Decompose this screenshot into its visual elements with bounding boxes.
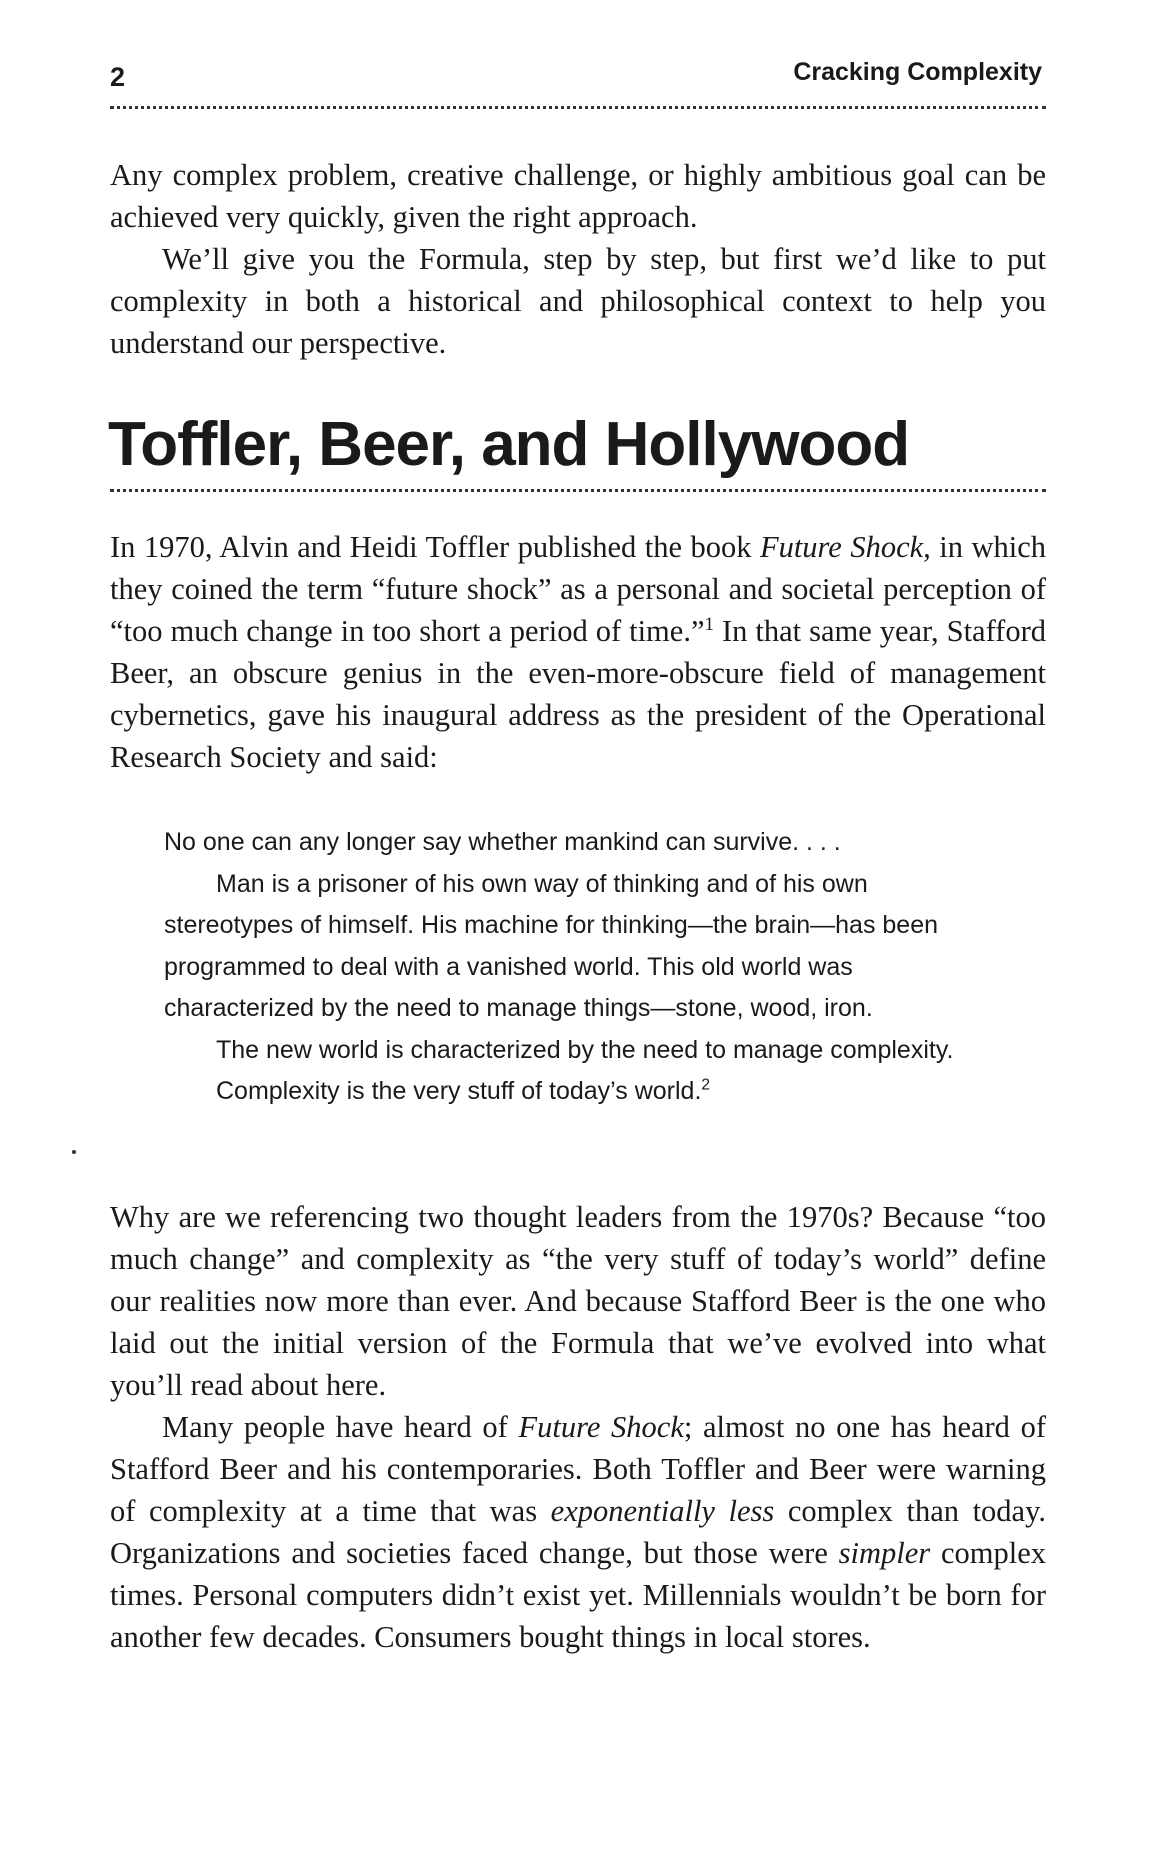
block-quote [164,822,1002,1113]
page-number: 2 [110,62,126,92]
quote-line: Man is a prisoner of his own way of thinking and of his own stereotypes of himself. His machine for thinking—the brain—has been programmed to deal with a vanished world. This old world was characterized by the need to manage things—stone, wood, iron. [164,869,938,1022]
running-head [110,58,1042,100]
header-rule [110,106,1046,109]
book-title: Future Shock, [759,530,931,564]
intro-paragraph: Any complex problem, creative challenge, or highly ambitious goal can be achieved very quickly, given the right approach. [110,158,1046,234]
section-opening [110,526,1046,778]
emphasis: exponentially less [550,1494,775,1528]
emphasis: simpler [838,1536,931,1570]
book-title: Future Shock [518,1410,684,1444]
footnote-ref: 2 [701,1076,711,1094]
intro-paragraph: We’ll give you the Formula, step by step, but first we’d like to put complexity in both a historical and philosophical context to help you understand our perspective. [110,242,1046,360]
body-paragraph: Many people have heard of Future Shock; almost no one has heard of Stafford Beer and his contemporaries. Both Toffler and Beer were warning of complexity at a time that was exponentially less complex than today. Organizations and societies faced change, but those were simpler complex times. Personal computers didn’t exist yet. Millennials wouldn’t be born for another few decades. Consumers bought things in local stores. [110,1410,1046,1654]
body-paragraph: In 1970, Alvin and Heidi Toffler published the book Future Shock, in which they coined the term “future shock” as a personal and societal perception of “too much change in too short a period of time.”$^1$ In that same year, Stafford Beer, an obscure genius in the even-more-obscure field of management cybernetics, gave his inaugural address as the president of the Operational Research Society and said: [110,530,1046,774]
footnote-ref: 1 [704,613,714,635]
running-title: Cracking Complexity [793,58,1042,86]
quote-line: Complexity is the very stuff of today’s world.$^2$ [216,1076,711,1105]
section-heading: Toffler, Beer, and Hollywood [108,410,910,479]
section-rule [110,489,1046,492]
body-paragraph: Why are we referencing two thought leaders from the 1970s? Because “too much change” and complexity as “the very stuff of today’s world” define our realities now more than ever. And because Stafford Beer is the one who laid out the initial version of the Formula that we’ve evolved into what you’ll read about here. [110,1200,1046,1402]
section-body [110,1196,1046,1658]
quote-line: No one can any longer say whether mankind can survive. . . . [164,828,841,856]
quote-line: The new world is characterized by the need to manage complexity. [216,1035,954,1064]
intro-text [110,154,1046,364]
stray-mark [72,1150,76,1154]
